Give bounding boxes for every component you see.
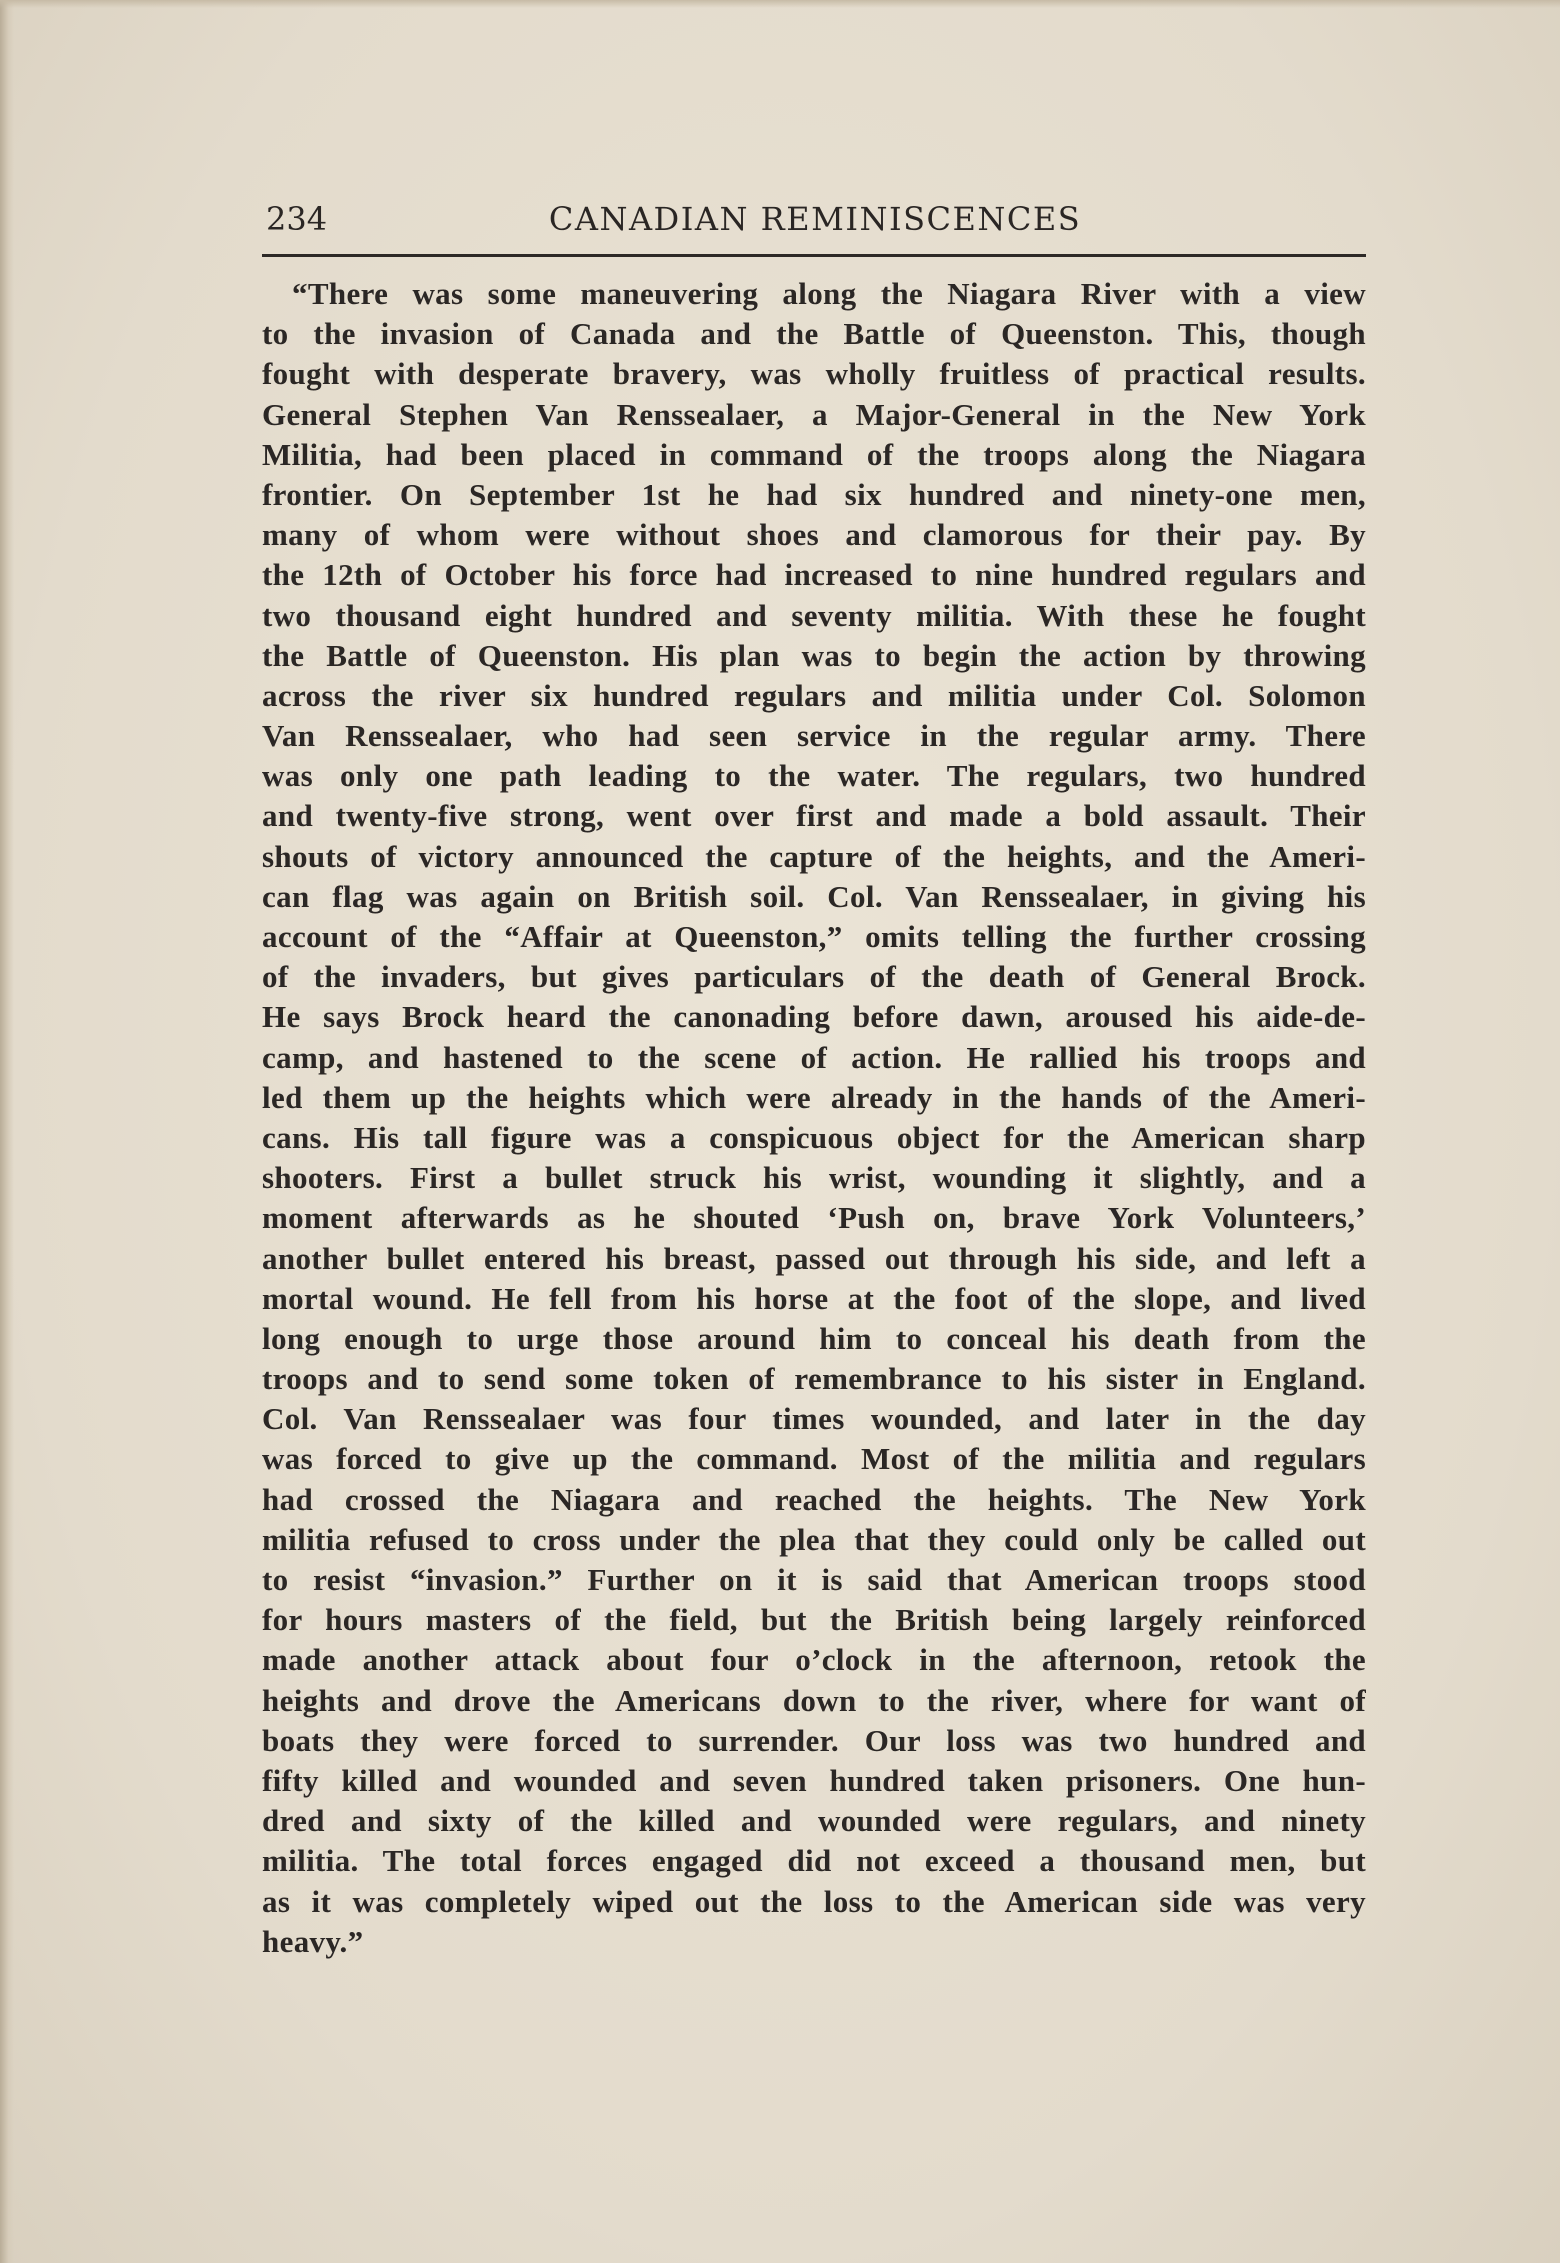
text-line: heights and drove the Americans down to the river, where for want of [262,1682,1366,1718]
page-top-edge [0,0,1560,8]
text-line: and twenty-five strong, went over first and made a bold assault. Their [262,798,1366,834]
text-line: another bullet entered his breast, passed out through his side, and left a [262,1240,1366,1276]
text-line: frontier. On September 1st he had six hundred and ninety-one men, [262,476,1366,512]
text-line: across the river six hundred regulars and militia under Col. Solomon [262,677,1366,713]
text-line: two thousand eight hundred and seventy militia. With these he fought [262,597,1366,633]
text-line: was only one path leading to the water. The regulars, two hundred [262,758,1366,794]
text-line: “There was some maneuvering along the Niagara River with a view [292,276,1366,311]
text-line: moment afterwards as he shouted ‘Push on, brave York Volunteers,’ [262,1200,1366,1236]
text-line: He says Brock heard the canonading before dawn, aroused his aide-de- [262,999,1366,1035]
text-line: can flag was again on British soil. Col. Van Renssealaer, in giving his [262,878,1366,914]
text-line: mortal wound. He fell from his horse at the foot of the slope, and lived [262,1280,1366,1316]
text-line: to resist “invasion.” Further on it is said that American troops stood [262,1562,1366,1597]
text-line: long enough to urge those around him to conceal his death from the [262,1320,1366,1356]
page-number: 234 [266,200,328,238]
text-line: many of whom were without shoes and clamorous for their pay. By [262,517,1366,553]
text-line: militia refused to cross under the plea that they could only be called out [262,1521,1366,1557]
text-line: camp, and hastened to the scene of action. He rallied his troops and [262,1039,1366,1075]
running-head: CANADIAN REMINISCENCES [548,200,1082,238]
text-line: shouts of victory announced the capture of the heights, and the Ameri- [262,838,1366,874]
text-line: was forced to give up the command. Most of the militia and regulars [262,1441,1366,1477]
text-line: for hours masters of the field, but the British being largely reinforced [262,1602,1366,1638]
header-rule [262,254,1366,257]
text-line: cans. His tall figure was a conspicuous object for the American sharp [262,1119,1366,1155]
text-line: had crossed the Niagara and reached the heights. The New York [262,1481,1366,1517]
text-line: boats they were forced to surrender. Our loss was two hundred and [262,1722,1366,1758]
text-line: militia. The total forces engaged did not exceed a thousand men, but [262,1843,1366,1879]
text-line: as it was completely wiped out the loss to the American side was very [262,1883,1366,1919]
text-line: Militia, had been placed in command of the troops along the Niagara [262,436,1366,472]
text-line: the 12th of October his force had increased to nine hundred regulars and [262,557,1366,593]
text-line: shooters. First a bullet struck his wrist, wounding it slightly, and a [262,1160,1366,1196]
text-line: the Battle of Queenston. His plan was to begin the action by throwing [262,637,1366,673]
text-line: to the invasion of Canada and the Battle of Queenston. This, though [262,316,1366,352]
text-line: troops and to send some token of remembrance to his sister in England. [262,1361,1366,1397]
page-binding-edge [0,0,14,2263]
text-line: Van Renssealaer, who had seen service in the regular army. There [262,718,1366,754]
text-line: account of the “Affair at Queenston,” omits telling the further crossing [262,919,1366,954]
page-header [266,196,1364,246]
text-line: made another attack about four o’clock in the afternoon, retook the [262,1642,1366,1678]
text-line: Col. Van Renssealaer was four times wounded, and later in the day [262,1401,1366,1437]
text-line: led them up the heights which were already in the hands of the Ameri- [262,1079,1366,1115]
text-line: fought with desperate bravery, was wholly fruitless of practical results. [262,356,1366,392]
text-line: heavy.” [262,1923,364,1959]
text-line: dred and sixty of the killed and wounded were regulars, and ninety [262,1803,1366,1839]
body-paragraph [262,274,1366,1962]
text-line: of the invaders, but gives particulars of the death of General Brock. [262,959,1366,995]
text-line: fifty killed and wounded and seven hundred taken prisoners. One hun- [262,1762,1366,1798]
text-line: General Stephen Van Renssealaer, a Major-General in the New York [262,396,1366,432]
